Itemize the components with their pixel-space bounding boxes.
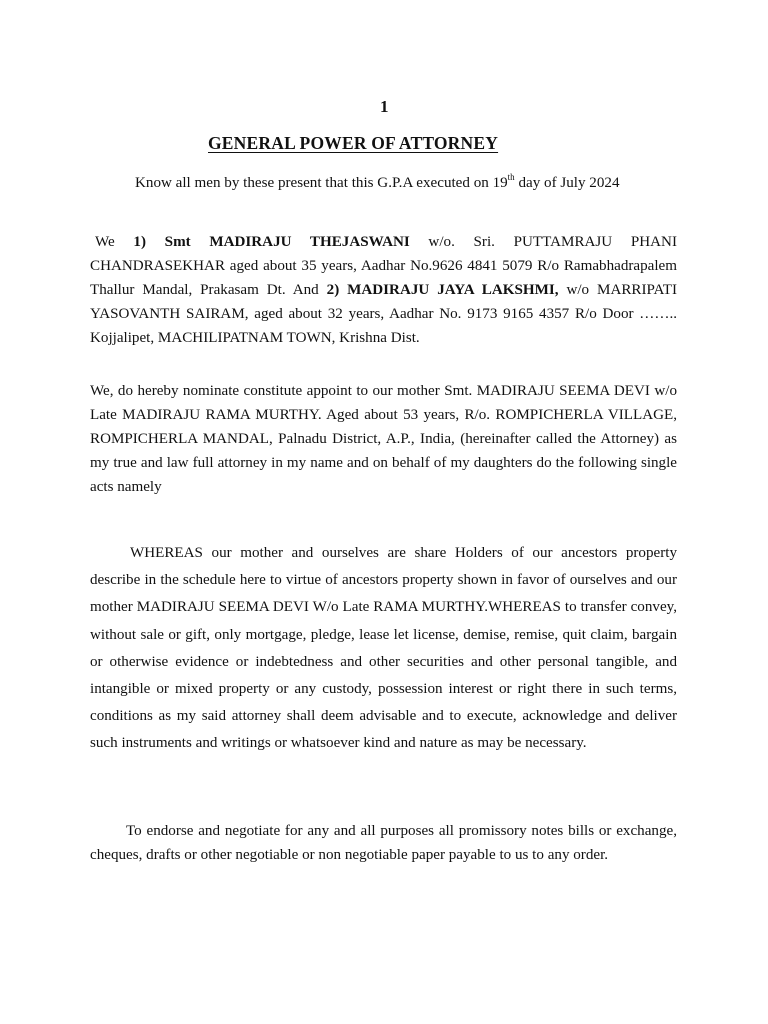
p1-text-a: Know all men by these present that this G.P.A executed on 19 (135, 175, 508, 191)
page-number: 1 (380, 97, 389, 116)
paragraph-execution (90, 171, 677, 195)
paragraph-appointment: We, do hereby nominate constitute appoint to our mother Smt. MADIRAJU SEEMA DEVI w/o Late MADIRAJU RAMA MURTHY. Aged about 53 years, R/o. ROMPICHERLA VILLAGE, ROMPICHERLA MANDAL, Palnadu District, A.P., India, (hereinafter called the Attorney) as my true and law full attorney in my name and on behalf of my daughters do the following single acts namely (90, 383, 677, 495)
p1-superscript: th (507, 171, 515, 182)
p1-text-b: day of July 2024 (514, 175, 620, 191)
paragraph-whereas: WHEREAS our mother and ourselves are share Holders of our ancestors property describe in the schedule here to virtue of ancestors property shown in favor of ourselves and our mother MADIRAJU SEEMA DEVI W/o Late RAMA MURTHY.WHEREAS to transfer convey, without sale or gift, only mortgage, pledge, lease let license, demise, remise, quit claim, bargain or otherwise evidence or indebtedness and other securities and other personal tangible, and intangible or mixed property or any custody, possession interest or right there in such terms, conditions as my said attorney shall deem advisable and to execute, acknowledge and deliver such instruments and writings or whatsoever kind and nature as may be necessary. (90, 545, 677, 752)
document-title: GENERAL POWER OF ATTORNEY (208, 133, 499, 153)
p2-party-1: 1) Smt MADIRAJU THEJASWANI (133, 234, 410, 250)
p2-party-2: 2) MADIRAJU JAYA LAKSHMI, (326, 282, 559, 298)
p2-text-b: w/o. Sri. PUTTAMRAJU PHANI CHANDRASEKHAR aged about 35 years, Aadhar No.9626 4841 5079 R/o Ramabhadrapalem Thallur Mandal, Prakasam Dt. And (90, 234, 677, 298)
paragraph-parties (90, 230, 677, 350)
p2-text-c: w/o MARRIPATI YASOVANTH SAIRAM, aged about 32 years, Aadhar No. 9173 9165 4357 R/o Door …….. Kojjalipet, MACHILIPATNAM TOWN, Krishna Dist. (90, 282, 677, 346)
paragraph-endorse: To endorse and negotiate for any and all purposes all promissory notes bills or exchange, cheques, drafts or other negotiable or non negotiable paper payable to us to any order. (90, 823, 677, 863)
p2-text-a: We (95, 234, 134, 250)
